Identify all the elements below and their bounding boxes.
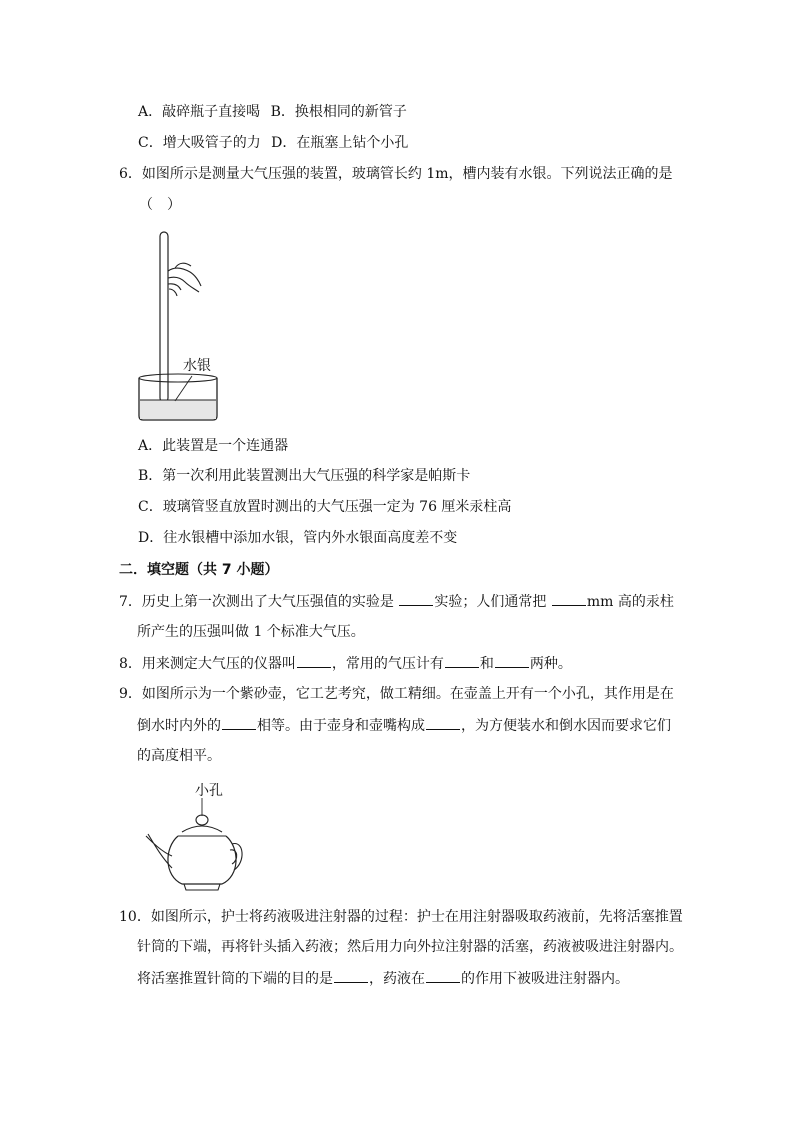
mercury-label: 水银 — [183, 358, 211, 374]
q6-option-d: D．往水银槽中添加水银，管内外水银面高度差不变 — [138, 530, 458, 546]
q6-stem: 6．如图所示是测量大气压强的装置，玻璃管长约 1m，槽内装有水银。下列说法正确的是 — [119, 166, 673, 182]
hand-icon — [168, 263, 201, 296]
q5-options-cd — [138, 133, 408, 153]
q9-line1: 9．如图所示为一个紫砂壶，它工艺考究，做工精细。在壶盖上开有一个小孔，其作用是在 — [119, 686, 674, 702]
label-leader — [175, 376, 192, 401]
q6-option-b: B．第一次利用此装置测出大气压强的科学家是帕斯卡 — [138, 468, 471, 484]
q9-line3: 的高度相平。 — [137, 748, 221, 764]
q10-text-b: ，药液在 — [369, 971, 425, 987]
q5-options-ab — [138, 102, 407, 122]
teapot-lid — [182, 826, 222, 832]
teapot-body — [168, 836, 236, 884]
teapot-figure — [142, 796, 246, 892]
mercury-fill — [140, 400, 216, 419]
basin-rim — [139, 374, 217, 382]
q8-text-b: ，常用的气压计有 — [331, 656, 444, 672]
glass-tube — [160, 232, 168, 402]
q8-blank-2 — [445, 653, 479, 668]
q10-text-a: 将活塞推置针筒的下端的目的是 — [137, 971, 333, 987]
q7-blank-1 — [399, 591, 433, 606]
q9-text-b: 相等。由于壶身和壶嘴构成 — [257, 718, 425, 734]
q6-answer-paren: （ ） — [139, 197, 181, 213]
q10-blank-2 — [426, 968, 460, 983]
q6-option-c: C．玻璃管竖直放置时测出的大气压强一定为 76 厘米汞柱高 — [138, 499, 512, 515]
q5-option-d: D．在瓶塞上钻个小孔 — [271, 135, 409, 151]
q7-text-a: 7．历史上第一次测出了大气压强值的实验是 — [119, 594, 399, 610]
q7-blank-2 — [552, 591, 586, 606]
q5-option-c: C．增大吸管子的力 — [138, 135, 261, 151]
q8-text-d: 两种。 — [529, 656, 572, 672]
q7-line2: 所产生的压强叫做 1 个标准大气压。 — [137, 624, 365, 640]
teapot-base — [184, 884, 220, 890]
q8-blank-3 — [495, 653, 529, 668]
q10-text-c: 的作用下被吸进注射器内。 — [461, 971, 629, 987]
q9-blank-2 — [426, 715, 460, 730]
q9-text-a: 倒水时内外的 — [137, 718, 221, 734]
q10-line3 — [137, 968, 629, 989]
q7-text-b: 实验；人们通常把 — [434, 594, 551, 610]
q10-line1: 10．如图所示，护士将药液吸进注射器的过程：护士在用注射器吸取药液前，先将活塞推置 — [119, 909, 683, 925]
teapot-spout — [146, 834, 172, 868]
q8-text-a: 8．用来测定大气压的仪器叫 — [119, 656, 296, 672]
q8-text-c: 和 — [479, 656, 494, 672]
q7-line1 — [119, 591, 674, 612]
section-title: 二．填空题（共 7 小题） — [119, 562, 279, 578]
barometer-figure — [135, 226, 235, 422]
q9-line2 — [137, 715, 671, 736]
q6-option-a: A．此装置是一个连通器 — [138, 438, 289, 454]
q10-blank-1 — [334, 968, 368, 983]
q5-option-a: A．敲碎瓶子直接喝 — [138, 104, 261, 120]
small-hole-label: 小孔 — [195, 783, 223, 799]
q10-line2: 针筒的下端，再将针头插入药液；然后用力向外拉注射器的活塞，药液被吸进注射器内。 — [137, 939, 683, 955]
lid-knob — [196, 815, 208, 825]
q9-blank-1 — [222, 715, 256, 730]
q5-option-b: B．换根相同的新管子 — [270, 104, 407, 120]
q9-text-c: ，为方便装水和倒水因而要求它们 — [461, 718, 671, 734]
q8-blank-1 — [297, 653, 331, 668]
q8-line — [119, 653, 572, 674]
q7-text-c: mm 高的汞柱 — [586, 594, 674, 610]
